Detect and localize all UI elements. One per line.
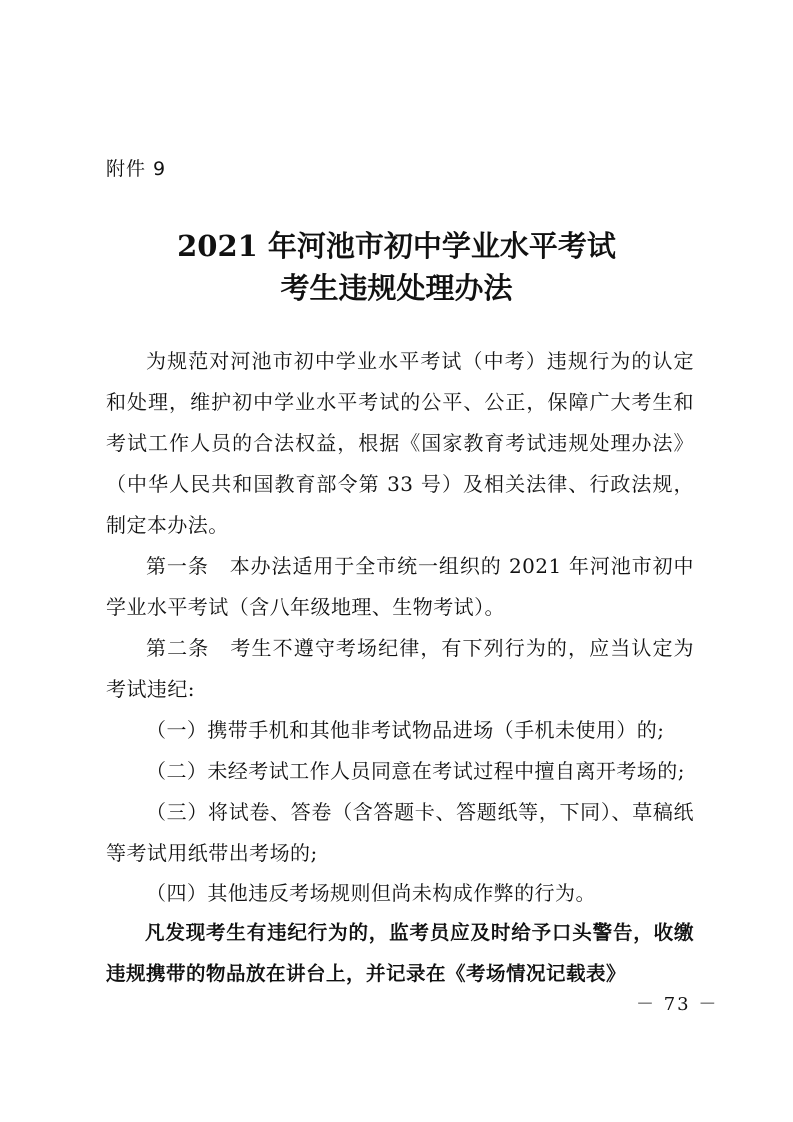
intro-paragraph: 为规范对河池市初中学业水平考试（中考）违规行为的认定和处理，维护初中学业水平考试的公平、公正，保障广大考生和考试工作人员的合法权益，根据《国家教育考试违规处理办法》（中华人民共和国教育部令第 33 号）及相关法律、行政法规，制定本办法。: [106, 349, 694, 537]
article-1-paragraph: 第一条 本办法适用于全市统一组织的 2021 年河池市初中学业水平考试（含八年级地理、生物考试）。: [106, 554, 694, 619]
article-2-item-4: （四）其他违反考场规则但尚未构成作弊的行为。: [146, 881, 596, 905]
article-2-item-3: （三）将试卷、答卷（含答题卡、答题纸等，下同）、草稿纸等考试用纸带出考场的;: [106, 800, 694, 865]
article-2-paragraph: 第二条 考生不遵守考场纪律，有下列行为的，应当认定为考试违纪:: [106, 636, 694, 701]
document-title-line-2: 考生违规处理办法: [280, 271, 513, 305]
page-number: － 73 －: [636, 994, 719, 1015]
article-2-item-1: （一）携带手机和其他非考试物品进场（手机未使用）的;: [146, 718, 665, 742]
document-body: [106, 341, 694, 994]
annex-label: 附件 9: [106, 158, 167, 180]
article-2-item-2: （二）未经考试工作人员同意在考试过程中擅自离开考场的;: [146, 759, 685, 783]
violation-handling-paragraph: 凡发现考生有违纪行为的，监考员应及时给予口头警告，收缴违规携带的物品放在讲台上，并记录在《考场情况记载表》: [106, 921, 694, 985]
document-title-line-1: 2021 年河池市初中学业水平考试: [177, 229, 616, 263]
